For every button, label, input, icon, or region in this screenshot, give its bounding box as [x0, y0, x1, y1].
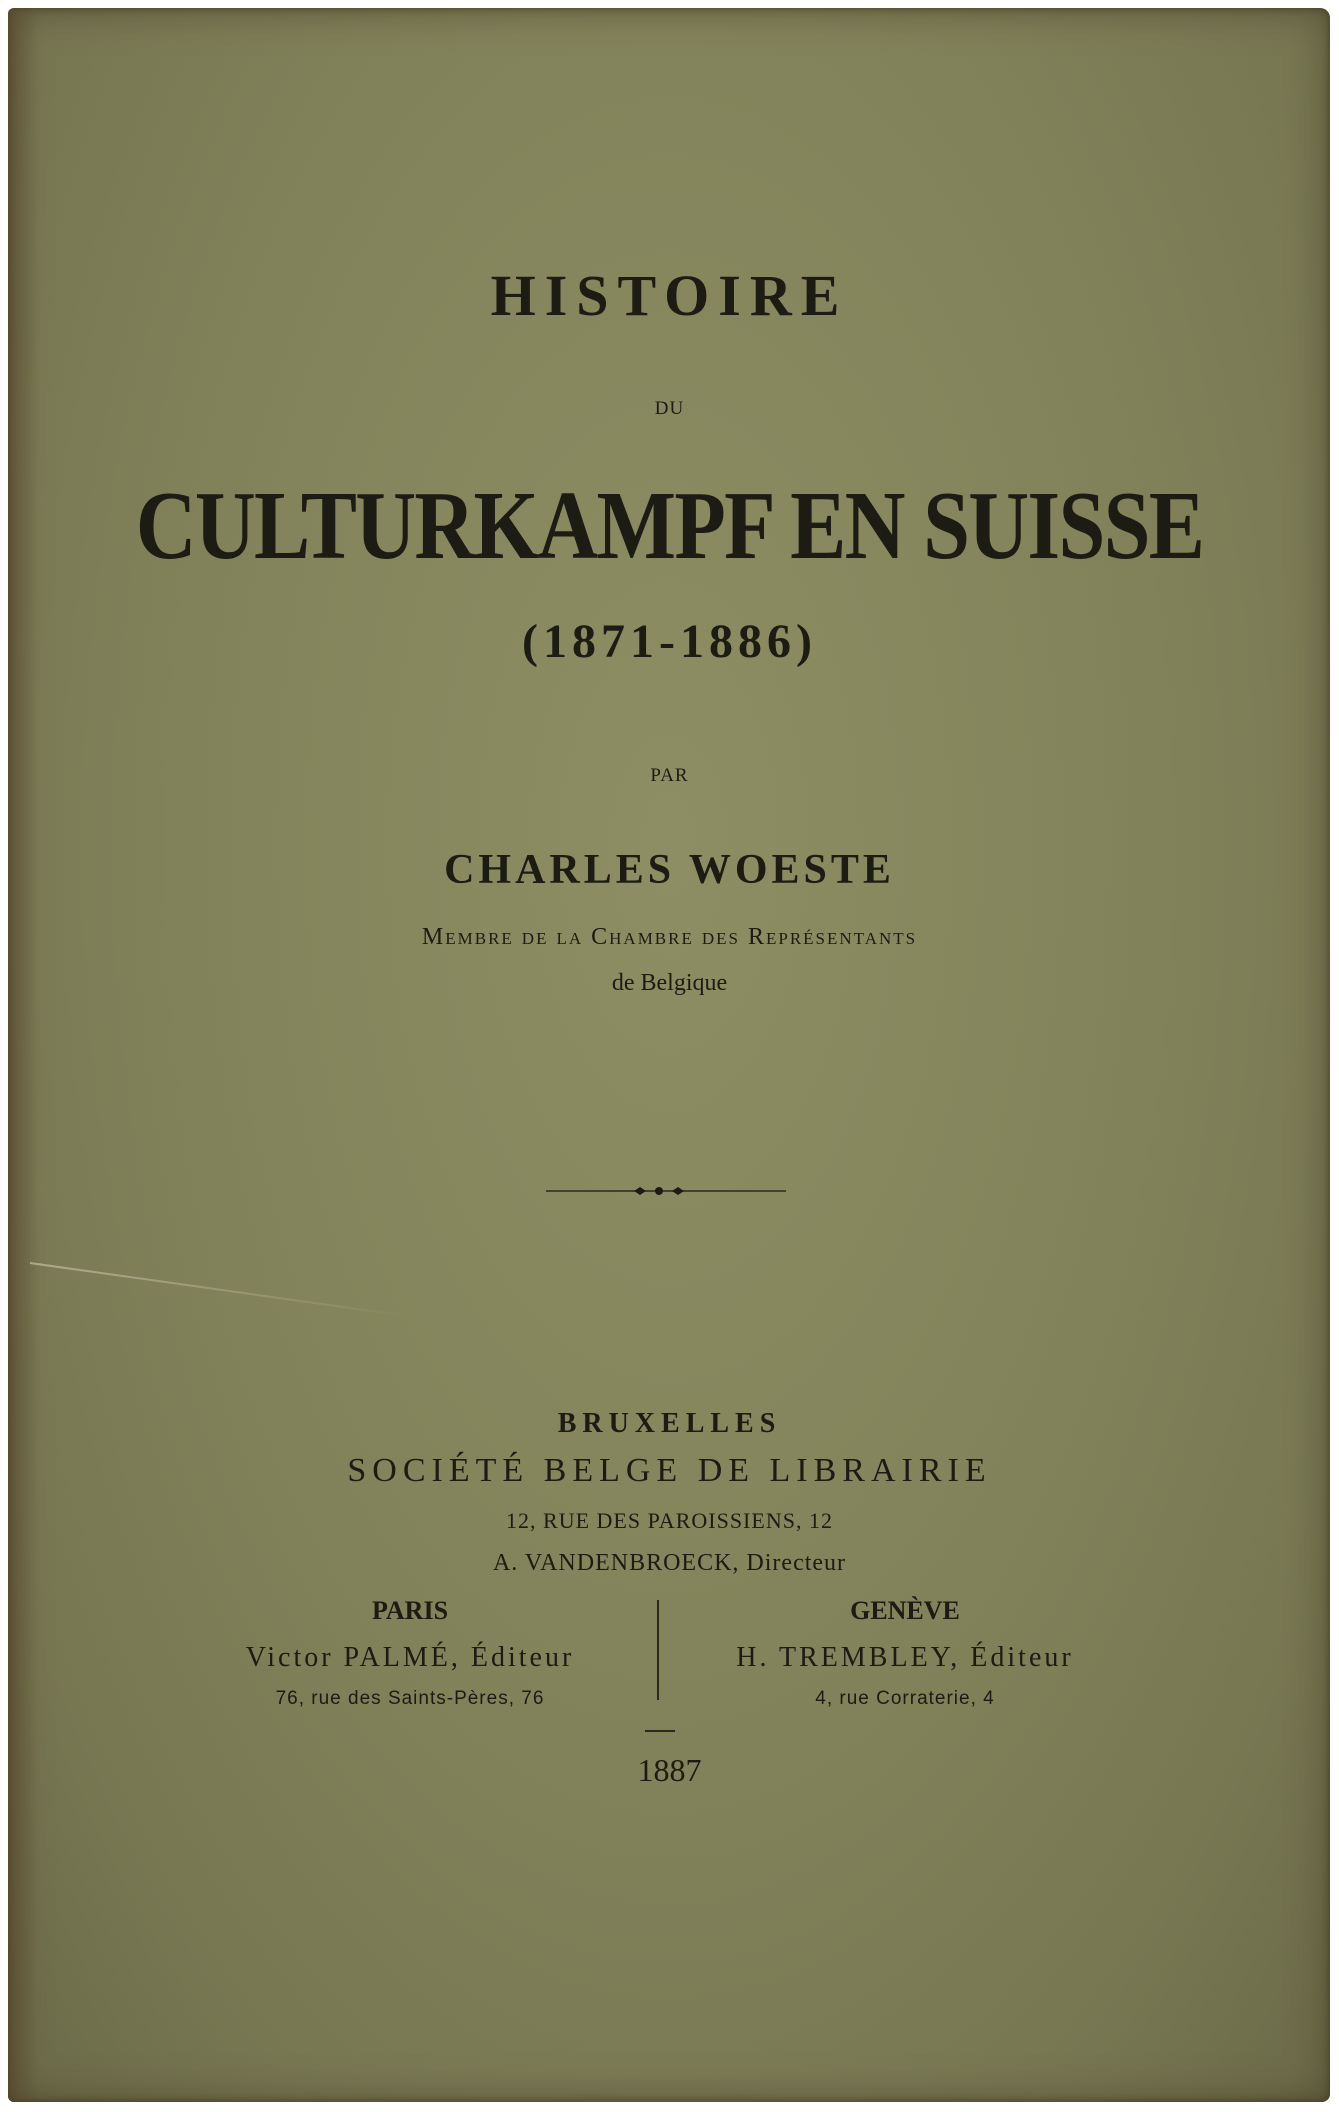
imprint-director: A. VANDENBROECK, Directeur [492, 1550, 847, 1576]
author-name: CHARLES WOESTE [444, 847, 895, 893]
title-years: (1871-1886) [522, 615, 817, 668]
geneve-street: 4, rue Corraterie, 4 [815, 1688, 995, 1709]
paris-city: PARIS [371, 1596, 449, 1625]
imprint-city: BRUXELLES [557, 1408, 782, 1439]
imprint-address: 12, RUE DES PAROISSIENS, 12 [506, 1508, 833, 1533]
title-line-2: CULTURKAMPF EN SUISSE [135, 472, 1204, 580]
title-line-1: HISTOIRE [490, 263, 849, 328]
publication-year: 1887 [637, 1752, 702, 1788]
paris-editor: Victor PALMÉ, Éditeur [245, 1642, 575, 1673]
fleuron-divider-icon [546, 1186, 786, 1196]
imprint-publisher: SOCIÉTÉ BELGE DE LIBRAIRIE [347, 1452, 992, 1489]
column-divider [657, 1600, 659, 1700]
geneve-city: GENÈVE [850, 1596, 960, 1625]
author-country: de Belgique [611, 970, 728, 996]
title-connector: DU [654, 398, 685, 419]
year-rule [645, 1730, 675, 1732]
author-role: Membre de la Chambre des Représentants [421, 924, 918, 950]
paris-street: 76, rue des Saints-Pères, 76 [275, 1688, 545, 1709]
by-label: PAR [650, 765, 689, 786]
geneve-editor: H. TREMBLEY, Éditeur [736, 1642, 1074, 1673]
